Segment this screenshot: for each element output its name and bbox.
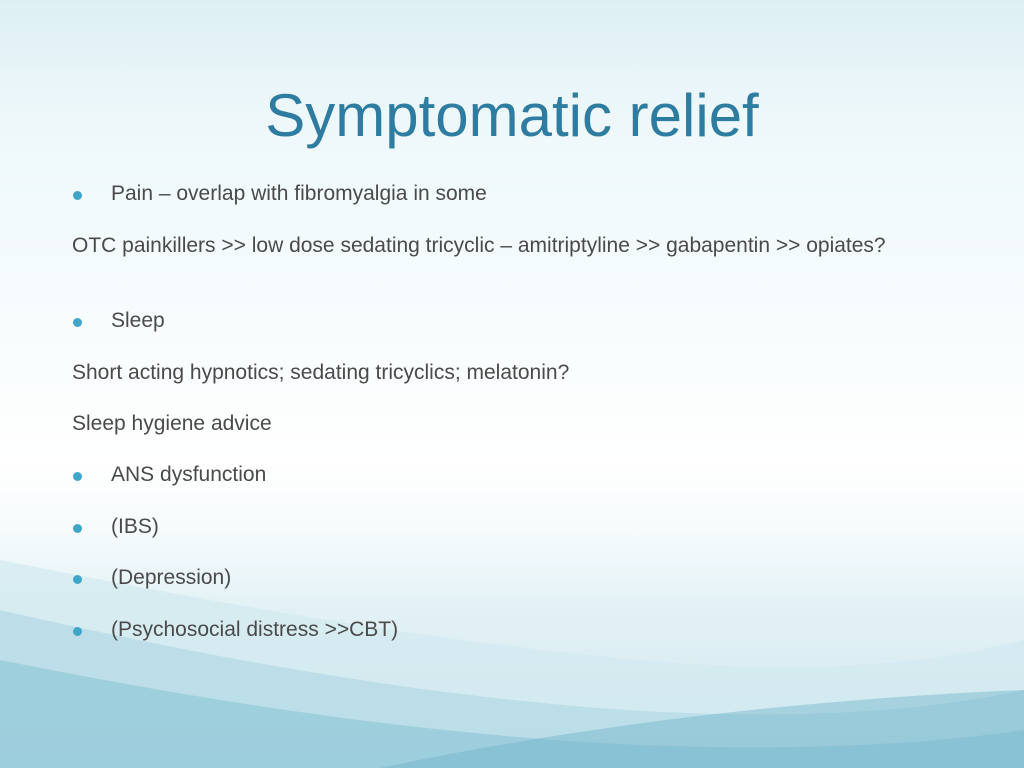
- bullet-text: (Psychosocial distress >>CBT): [111, 618, 399, 641]
- bullet-item-ans: [72, 463, 991, 487]
- bullet-dot-icon: [73, 191, 82, 200]
- slide-title: Symptomatic relief: [265, 82, 759, 149]
- bullet-item-depression: [72, 566, 991, 590]
- bullet-item-ibs: [72, 515, 991, 539]
- bullet-dot-icon: [73, 318, 82, 327]
- bullet-text: ANS dysfunction: [111, 463, 267, 486]
- paragraph-sleep-hygiene: [72, 412, 952, 436]
- paragraph-text: Short acting hypnotics; sedating tricyclics; melatonin?: [72, 361, 570, 384]
- paragraph-text: Sleep hygiene advice: [72, 412, 272, 435]
- paragraph-otc-painkillers: [72, 234, 952, 258]
- bullet-dot-icon: [73, 575, 82, 584]
- bullet-dot-icon: [73, 627, 82, 636]
- paragraph-hypnotics: [72, 361, 952, 385]
- bullet-text: (IBS): [111, 515, 159, 538]
- bullet-text: (Depression): [111, 566, 232, 589]
- bullet-item-sleep: [72, 309, 991, 333]
- bullet-text: Sleep: [111, 309, 165, 332]
- bullet-text: Pain – overlap with fibromyalgia in some: [111, 182, 487, 205]
- bullet-dot-icon: [73, 524, 82, 533]
- bullet-item-pain: [72, 182, 991, 206]
- bullet-dot-icon: [73, 472, 82, 481]
- bullet-item-psychosocial: [72, 618, 991, 642]
- paragraph-text: OTC painkillers >> low dose sedating tricyclic – amitriptyline >> gabapentin >> opiates?: [72, 234, 886, 257]
